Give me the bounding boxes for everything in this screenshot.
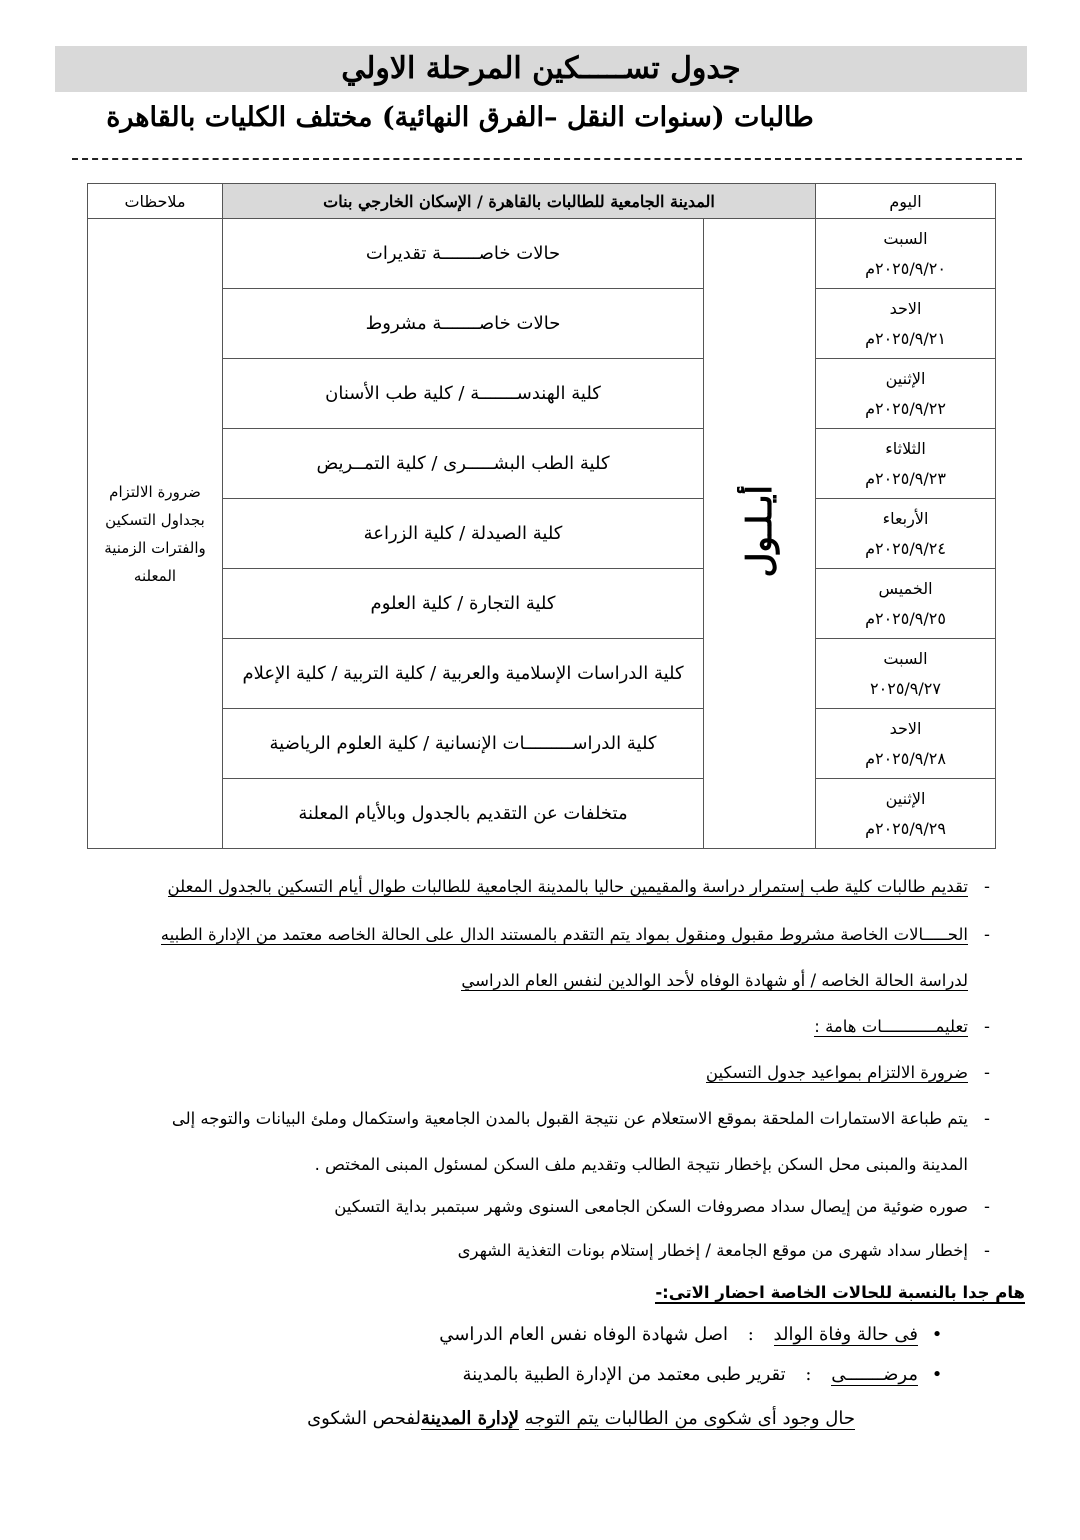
instruction-text: إخطار سداد شهرى من موقع الجامعة / إخطار إستلام بونات التغذية الشهرى <box>457 1241 968 1260</box>
instruction-item <box>168 872 1000 902</box>
faculty-cell: كلية الدراســـــــــات الإنسانية / كلية العلوم الرياضية <box>223 709 704 779</box>
bullet-separator: : <box>805 1364 812 1385</box>
complaint-note <box>307 1404 855 1434</box>
day-cell <box>816 639 996 709</box>
table-row <box>88 219 996 289</box>
table-row <box>88 429 996 499</box>
day-date: ٢٠٢٥/٩/٢٣م <box>865 468 946 488</box>
instruction-continuation <box>315 1150 1000 1180</box>
bullet-item <box>439 1320 950 1350</box>
instruction-text: تقديم طالبات كلية طب إستمرار دراسة والمقيمين حاليا بالمدينة الجامعية للطالبات طوال أيام التسكين بالجدول المعلن <box>167 877 968 896</box>
faculty-cell: كلية الطب البشـــــرى / كلية التمــريض <box>223 429 704 499</box>
day-date: ٢٠٢٥/٩/٢٠م <box>865 258 946 278</box>
day-date: ٢٠٢٥/٩/٢٤م <box>865 538 946 558</box>
document-title: جدول تســـــكين المرحلة الاولي <box>341 51 741 86</box>
instruction-text: المدينة والمبنى محل السكن بإخطار نتيجة الطالب وتقديم ملف السكن لمسئول المبنى المختص . <box>314 1155 968 1174</box>
table-row <box>88 779 996 849</box>
instruction-text: يتم طباعة الاستمارات الملحقة بموقع الاستعلام عن نتيجة القبول بالمدن الجامعية واستكمال وملئ البيانات والتوجه إلى <box>171 1109 968 1128</box>
dash-bullet: - <box>984 877 990 896</box>
faculty-cell: كلية الهندســـــــة / كلية طب الأسنان <box>223 359 704 429</box>
table-row <box>88 499 996 569</box>
complaint-text: حال وجود أى شكوى من الطالبات يتم التوجه <box>524 1408 855 1429</box>
dash-bullet: - <box>984 1197 990 1216</box>
day-name: الاحد <box>889 298 922 318</box>
faculty-cell: متخلفات عن التقديم بالجدول وبالأيام المعلنة <box>223 779 704 849</box>
schedule-table <box>87 183 996 849</box>
day-name: الخميس <box>878 578 933 598</box>
day-cell <box>816 429 996 499</box>
bullet-dot: • <box>931 1364 943 1385</box>
special-cases-heading-row <box>655 1278 1025 1308</box>
special-cases-heading: هام جدا بالنسبة للحالات الخاصة احضار الاتى:- <box>655 1283 1025 1302</box>
dashed-divider <box>72 158 1022 160</box>
day-name: الإثنين <box>885 368 926 388</box>
faculty-cell: كلية الصيدلة / كلية الزراعة <box>223 499 704 569</box>
instruction-text: لدراسة الحالة الخاصه / أو شهادة الوفاه لأحد الوالدين لنفس العام الدراسي <box>461 971 968 990</box>
day-cell <box>816 779 996 849</box>
day-date: ٢٠٢٥/٩/٢١م <box>865 328 946 348</box>
faculty-cell: كلية التجارة / كلية العلوم <box>223 569 704 639</box>
notes-cell: ضرورة الالتزام بجداول التسكين والفترات الزمنية المعلنه <box>88 219 223 849</box>
day-name: السبت <box>883 228 928 248</box>
instruction-text: ضرورة الالتزام بمواعيد جدول التسكين <box>705 1063 968 1082</box>
table-row <box>88 359 996 429</box>
document-title-band <box>55 46 1027 92</box>
day-date: ٢٠٢٥/٩/٢٨م <box>865 748 946 768</box>
dash-bullet: - <box>984 925 990 944</box>
header-city: المدينة الجامعية للطالبات بالقاهرة / الإسكان الخارجي بنات <box>223 184 816 219</box>
day-name: السبت <box>883 648 928 668</box>
instruction-continuation <box>461 966 1000 996</box>
bullet-label: مرضـــــــى <box>831 1364 918 1385</box>
faculty-cell: حالات خاصـــــــة مشروط <box>223 289 704 359</box>
instruction-item <box>334 1192 1000 1222</box>
day-date: ٢٠٢٥/٩/٢٧ <box>870 678 941 698</box>
day-cell <box>816 709 996 779</box>
day-name: الاحد <box>889 718 922 738</box>
document-subtitle: طالبات (سنوات النقل –الفرق النهائية) مختلف الكليات بالقاهرة <box>106 102 814 133</box>
table-header-row <box>88 184 996 219</box>
month-label: أيـلـول <box>739 485 780 578</box>
table-row <box>88 289 996 359</box>
day-date: ٢٠٢٥/٩/٢٢م <box>865 398 946 418</box>
instructions-heading: تعليمـــــــــــات هامة : <box>814 1017 968 1036</box>
day-cell <box>816 359 996 429</box>
instruction-item <box>706 1058 1000 1088</box>
day-name: الأربعاء <box>882 508 929 528</box>
faculty-cell: كلية الدراسات الإسلامية والعربية / كلية التربية / كلية الإعلام <box>223 639 704 709</box>
instruction-item <box>458 1236 1000 1266</box>
dash-bullet: - <box>984 1109 990 1128</box>
bullet-label: فى حالة وفاة الوالد <box>773 1324 918 1345</box>
instruction-item <box>161 920 1000 950</box>
dash-bullet: - <box>984 1241 990 1260</box>
bullet-value: تقرير طبى معتمد من الإدارة الطبية بالمدينة <box>462 1364 786 1385</box>
header-notes: ملاحظات <box>88 184 223 219</box>
dash-bullet: - <box>984 1017 990 1036</box>
instruction-item <box>814 1012 1000 1042</box>
bullet-separator: : <box>747 1324 754 1345</box>
instruction-item <box>172 1104 1000 1134</box>
day-cell <box>816 569 996 639</box>
day-cell <box>816 219 996 289</box>
faculty-cell: حالات خاصـــــــة تقديرات <box>223 219 704 289</box>
instruction-text: الحـــــالات الخاصة مشروط مقبول ومنقول بمواد يتم التقدم بالمستند الدال على الحالة الخاصه معتمد من الإدارة الطبيه <box>160 925 968 944</box>
instruction-text: صوره ضوئية من إيصال سداد مصروفات السكن الجامعى السنوى وشهر سبتمبر بداية التسكين <box>334 1197 968 1216</box>
day-name: الثلاثاء <box>885 438 926 458</box>
table-row <box>88 709 996 779</box>
day-name: الإثنين <box>885 788 926 808</box>
dash-bullet: - <box>984 1063 990 1082</box>
table-row <box>88 639 996 709</box>
bullet-item <box>463 1360 950 1390</box>
bullet-dot: • <box>931 1324 943 1345</box>
bullet-value: اصل شهادة الوفاه نفس العام الدراسي <box>439 1324 728 1345</box>
complaint-text-end: لفحص الشكوى <box>307 1408 421 1429</box>
day-cell <box>816 289 996 359</box>
month-cell <box>704 219 816 849</box>
day-date: ٢٠٢٥/٩/٢٩م <box>865 818 946 838</box>
header-day: اليوم <box>816 184 996 219</box>
complaint-emphasis: لإدارة المدينة <box>420 1408 520 1429</box>
day-date: ٢٠٢٥/٩/٢٥م <box>865 608 946 628</box>
table-row <box>88 569 996 639</box>
day-cell <box>816 499 996 569</box>
